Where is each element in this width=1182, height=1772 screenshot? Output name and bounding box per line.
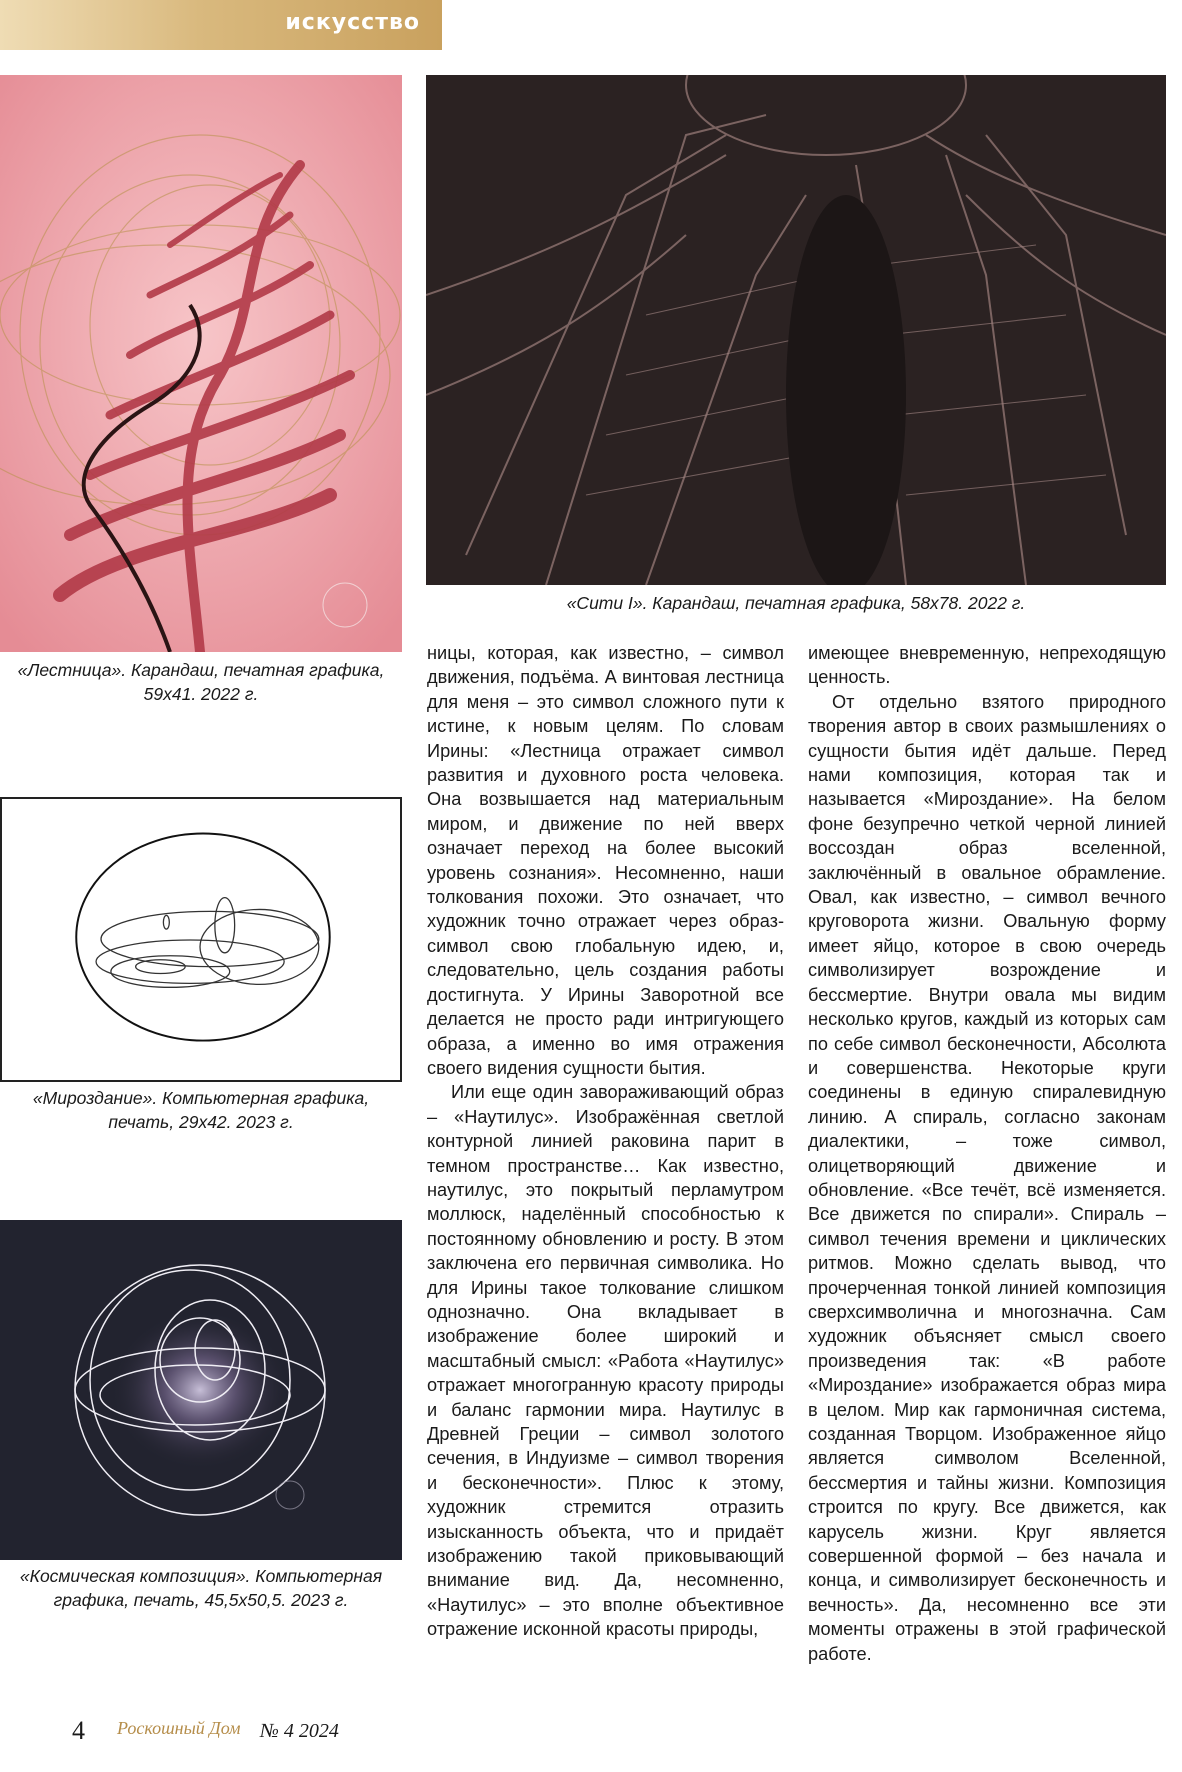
page-footer	[72, 1712, 472, 1752]
caption-universe-line1: «Мироздание». Компьютерная графика,	[32, 1088, 370, 1108]
article-column-1	[427, 641, 784, 1642]
artwork-ladder	[0, 75, 402, 652]
caption-ladder	[0, 658, 402, 706]
caption-ladder-line2: 59х41. 2022 г.	[143, 684, 259, 704]
article-column-2	[808, 641, 1166, 1666]
paragraph: имеющее вневременную, непреходящую ценность.	[808, 643, 1166, 688]
issue-number: № 4 2024	[260, 1720, 339, 1742]
caption-cosmic	[0, 1564, 402, 1612]
paragraph: ницы, которая, как известно, – символ движения, подъёма. А винтовая лестница для меня – это символ сложного пути к истине, к новым целям. По словам Ирины: «Лестница отражает символ развития и духовного роста человека. Она возвышается над материальным миром, и движение по ней вверх означает переход на более высокий уровень сознания». Несомненно, наши толкования похожи. Это означает, что художник точно отражает через образ-символ свою глобальную идею, и, следовательно, цель создания работы достигнута. У Ирины Заворотной все делается не просто ради интригующего образа, а именно во имя отражения своего видения сущности бытия.	[427, 643, 784, 1078]
page-number: 4	[72, 1716, 85, 1745]
caption-cosmic-line2: графика, печать, 45,5х50,5. 2023 г.	[53, 1590, 349, 1610]
section-header	[0, 0, 442, 50]
caption-ladder-line1: «Лестница». Карандаш, печатная графика,	[17, 660, 385, 680]
caption-cosmic-line1: «Космическая композиция». Компьютерная	[19, 1566, 383, 1586]
paragraph: Или еще один завораживающий образ – «Наутилус». Изображённая светлой контурной линией раковина парит в темном пространстве… Как известно, наутилус, это покрытый перламутром моллюск, наделённый способностью к постоянному обновлению и росту. В этом заключена его первичная символика. Но для Ирины такое толкование слишком однозначно. Она вкладывает в изображение более широкий и масштабный смысл: «Работа «Наутилус» отражает многогранную красоту природы и баланс гармонии мира. Наутилус в Древней Греции – символ золотого сечения, в Индуизме – символ творения и бесконечности». Плюс к этому, художник стремится отразить изысканность объекта, что и придаёт изображению такой приковывающий внимание вид. Да, несомненно, «Наутилус» – это вполне объективное отражение исконной красоты природы,	[427, 1082, 784, 1640]
artwork-universe	[0, 797, 402, 1082]
artwork-cosmic	[0, 1220, 402, 1560]
section-label: искусство	[285, 10, 420, 35]
caption-universe	[0, 1086, 402, 1134]
caption-city	[426, 591, 1166, 615]
caption-city-text: «Сити I». Карандаш, печатная графика, 58х78. 2022 г.	[566, 593, 1026, 613]
artwork-city	[426, 75, 1166, 585]
caption-universe-line2: печать, 29х42. 2023 г.	[108, 1112, 294, 1132]
paragraph: От отдельно взятого природного творения автор в своих размышлениях о сущности бытия идёт дальше. Перед нами композиция, которая так и называется «Мироздание». На белом фоне безупречно четкой черной линией воссоздан образ вселенной, заключённый в овальное обрамление. Овал, как известно, – символ вечного круговорота жизни. Овальную форму имеет яйцо, которое в свою очередь символизирует возрождение и бессмертие. Внутри овала мы видим несколько кругов, каждый из которых сам по себе символ бесконечности, Абсолюта и совершенства. Некоторые круги соединены в единую спиралевидную линию. А спираль, согласно законам диалектики, – тоже символ, олицетворяющий движение и обновление. «Все течёт, всё изменяется. Все движется по спирали». Спираль – символ течения времени и циклических ритмов. Можно сделать вывод, что прочерченная тонкой линией композиция сверхсимволична и многозначна. Сам художник объясняет смысл своего произведения так: «В работе «Мироздание» изображается образ мира в целом. Мир как гармоничная система, созданная Творцом. Изображенное яйцо является символом Вселенной, бессмертия и тайны жизни. Композиция строится по кругу. Все движется, как карусель жизни. Круг является совершенной формой – без начала и конца, и символизирует бесконечность и вечность». Да, несомненно все эти моменты отражены в этой графической работе.	[808, 691, 1166, 1664]
magazine-logo: Роскошный Дом	[117, 1718, 241, 1738]
